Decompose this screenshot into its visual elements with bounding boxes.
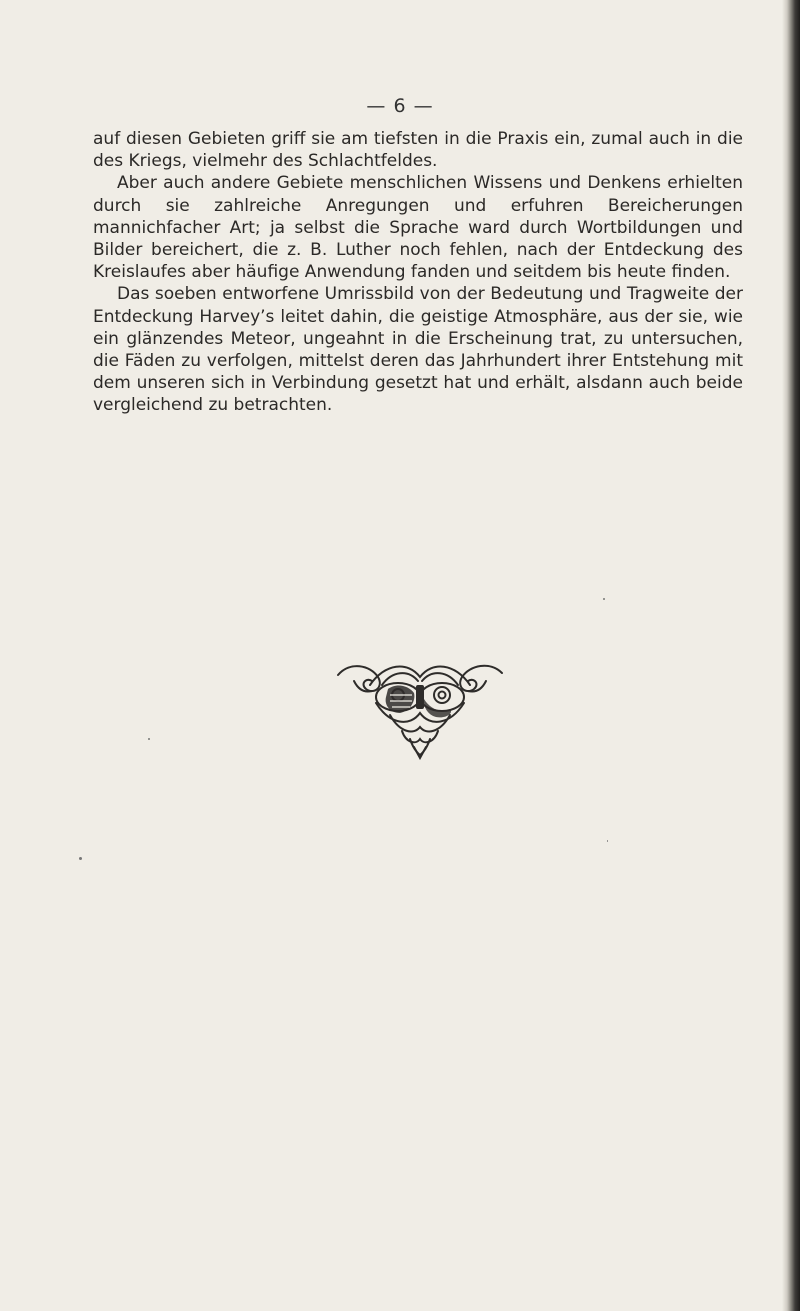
paper-speck: [603, 598, 605, 600]
page-number: — 6 —: [366, 95, 434, 117]
paper-speck: [79, 857, 82, 860]
paper-speck: [148, 738, 150, 740]
tailpiece-ornament-icon: [330, 655, 510, 760]
paper-speck: [607, 840, 608, 842]
paragraph-1: auf diesen Gebieten griff sie am tiefsten in die Praxis ein, zumal auch in die des Kriegs, vielmehr des Schlachtfeldes.: [93, 129, 743, 172]
paragraph-3: Das soeben entworfene Umrissbild von der Bedeutung und Tragweite der Entdeckung Harvey’s leitet dahin, die geistige Atmosphäre, aus der sie, wie ein glänzendes Meteor, ungeahnt in die Erscheinung trat, zu untersuchen, die Fäden zu verfolgen, mittelst deren das Jahrhundert ihrer Entstehung mit dem unseren sich in Verbindung gesetzt hat und erhält, alsdann auch beide vergleichend zu betrachten.: [93, 284, 743, 416]
paragraph-2: Aber auch andere Gebiete menschlichen Wissens und Denkens erhielten durch sie zahlreiche Anregungen und erfuhren Bereicherungen mannichfacher Art; ja selbst die Sprache ward durch Wortbildungen und Bilder bereichert, die z. B. Luther noch fehlen, nach der Entdeckung des Kreislaufes aber häufige Anwendung fanden und seitdem bis heute finden.: [93, 173, 743, 283]
page-edge-shadow: [782, 0, 800, 1311]
body-text: [93, 128, 743, 417]
